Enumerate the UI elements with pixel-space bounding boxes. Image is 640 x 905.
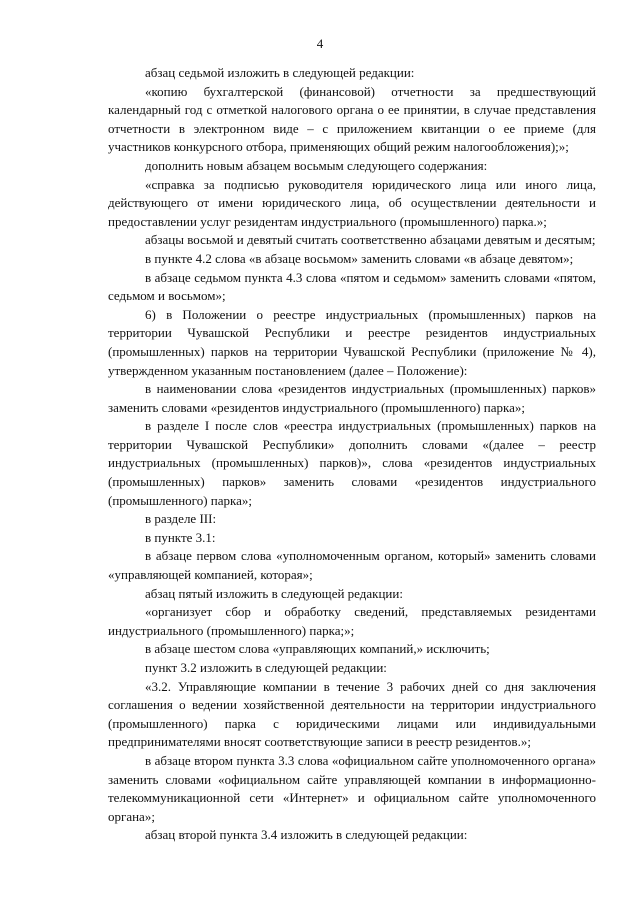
paragraph: в абзаце втором пункта 3.3 слова «официальном сайте уполномоченного органа» заменить словами «официальном сайте управляющей компании в информационно-телекоммуникационной сети «Интернет» и официальном сайте уполномоченного органа»; [108, 752, 596, 824]
paragraph: «3.2. Управляющие компании в течение 3 рабочих дней со дня заключения соглашения о ведении хозяйственной деятельности на территории индустриального (промышленного) парка с юридическими лицами или индивидуальными предпринимателями вносят соответствующие записи в реестр резидентов.»; [108, 678, 596, 750]
paragraph: «справка за подписью руководителя юридического лица или иного лица, действующего от имени юридического лица, об осуществлении деятельности и предоставлении услуг резидентам индустриального (промышленного) парка.»; [108, 176, 596, 229]
paragraph: абзац второй пункта 3.4 изложить в следующей редакции: [145, 827, 468, 843]
paragraph: абзац пятый изложить в следующей редакции: [145, 585, 403, 601]
paragraph: в пункте 3.1: [145, 529, 216, 545]
paragraph: дополнить новым абзацем восьмым следующего содержания: [145, 157, 488, 173]
paragraph: «копию бухгалтерской (финансовой) отчетности за предшествующий календарный год с отметкой налогового органа о ее принятии, в случае представления отчетности в электронном виде – с приложением квитанции о ее приеме (для участников конкурсного отбора, применяющих общий режим налогообложения);»; [108, 83, 596, 155]
paragraph: в пункте 4.2 слова «в абзаце восьмом» заменить словами «в абзаце девятом»; [145, 250, 574, 266]
document-body [108, 64, 596, 845]
paragraph: абзацы восьмой и девятый считать соответственно абзацами девятым и десятым; [145, 232, 596, 248]
paragraph: в абзаце шестом слова «управляющих компаний,» исключить; [145, 641, 490, 657]
paragraph: «организует сбор и обработку сведений, представляемых резидентами индустриального (промышленного) парка;»; [108, 604, 596, 638]
paragraph: абзац седьмой изложить в следующей редакции: [145, 65, 415, 80]
paragraph: в абзаце первом слова «уполномоченным органом, который» заменить словами «управляющей компанией, которая»; [108, 548, 596, 583]
paragraph: в наименовании слова «резидентов индустриальных (промышленных) парков» заменить словами «резидентов индустриального (промышленного) парка»; [108, 381, 596, 415]
paragraph: в разделе III: [145, 511, 217, 527]
paragraph: 6) в Положении о реестре индустриальных (промышленных) парков на территории Чувашской Республики и реестре резидентов индустриальных (промышленных) парков на территории Чувашской Республики (приложение № 4), утвержденном указанным постановлением (далее – Положение): [108, 306, 596, 378]
paragraph: пункт 3.2 изложить в следующей редакции: [145, 660, 387, 675]
page-number: 4 [316, 36, 324, 51]
paragraph: в абзаце седьмом пункта 4.3 слова «пятом и седьмом» заменить словами «пятом, седьмом и восьмом»; [108, 269, 596, 304]
paragraph: в разделе I после слов «реестра индустриальных (промышленных) парков на территории Чувашской Республики» дополнить словами «(далее – реестр индустриальных (промышленных) парков)», слова «резидентов индустриальных (промышленных) парков» заменить словами «резидентов индустриального (промышленного) парка»; [108, 418, 596, 508]
